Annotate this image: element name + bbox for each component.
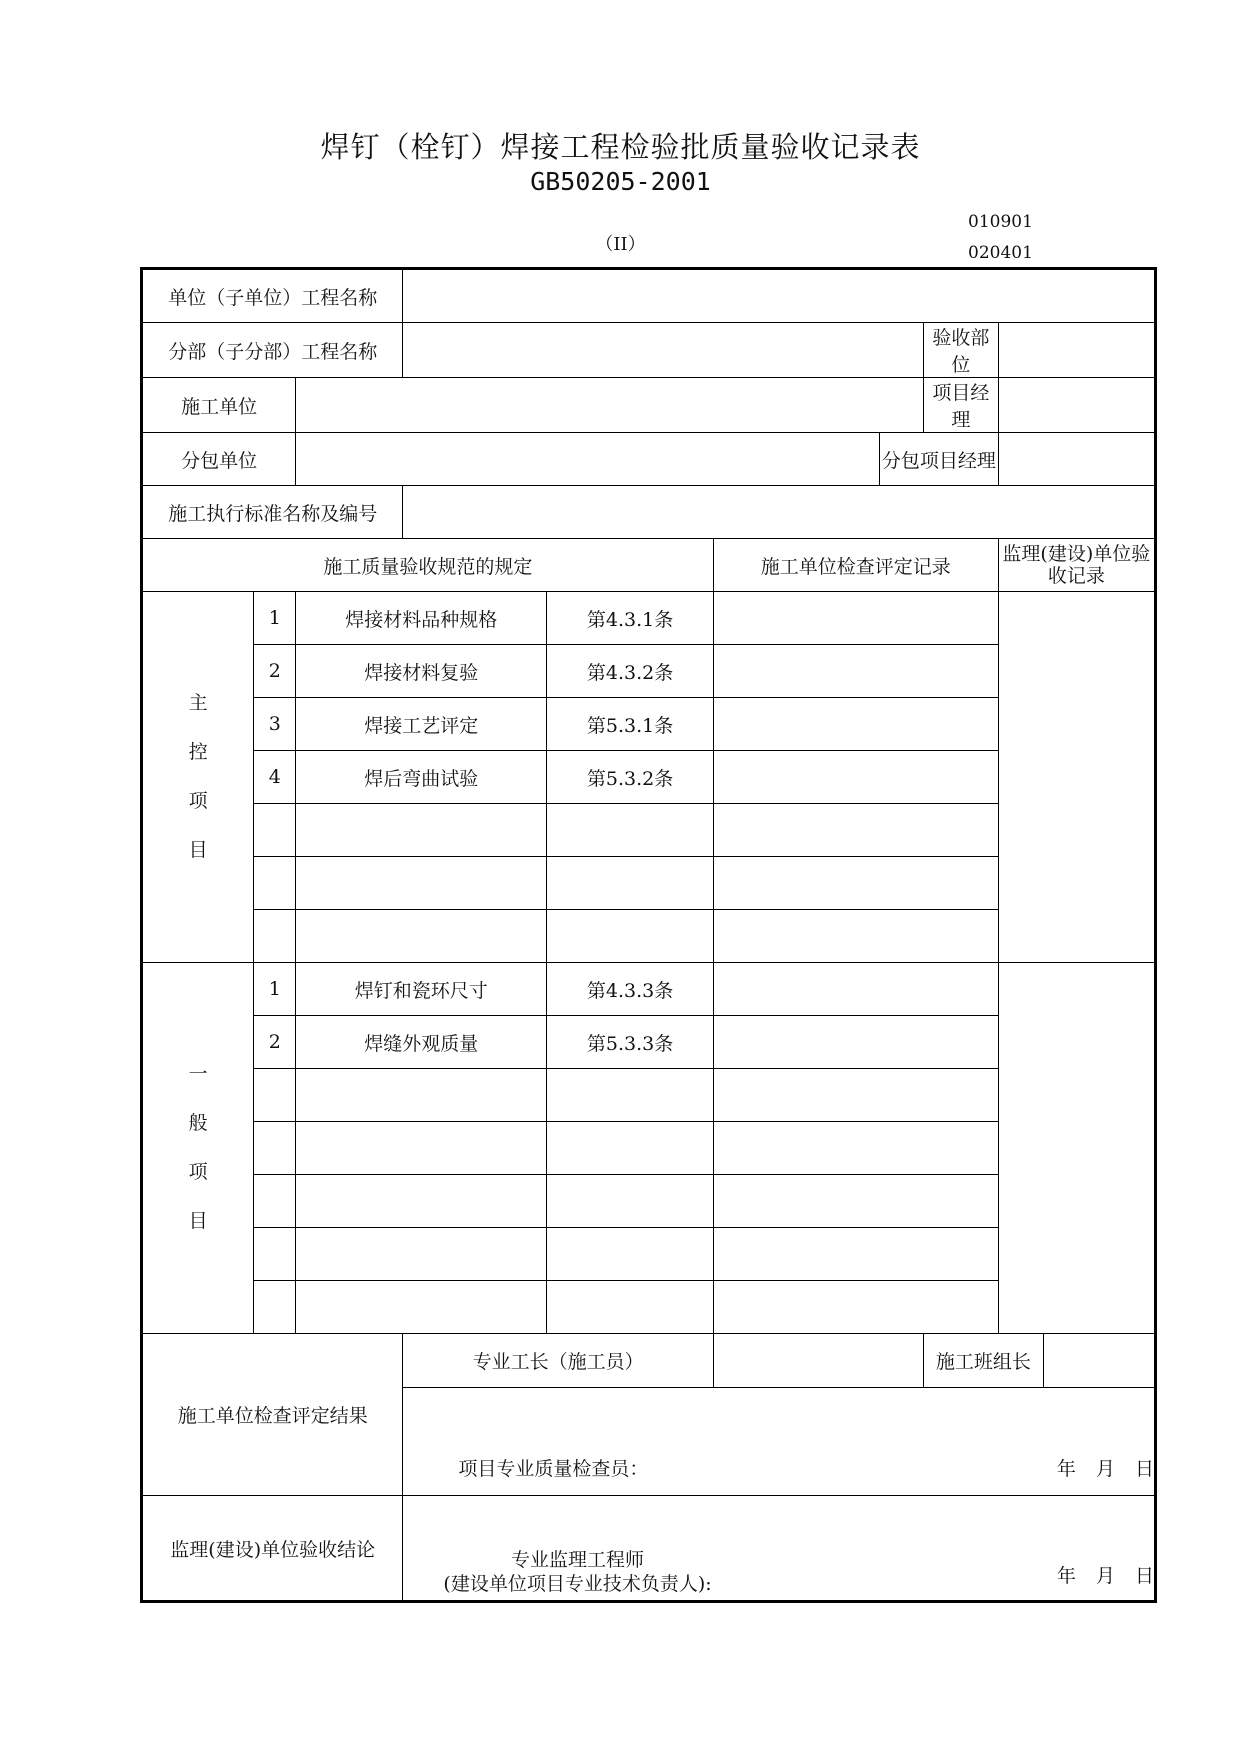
sub-project-manager-value[interactable] [998,433,1155,486]
conclusion-date-label: 年 月 日 [1056,1565,1154,1587]
item-number: 1 [254,592,296,645]
item-name: 焊缝外观质量 [296,1016,547,1069]
item-clause: 第4.3.1条 [547,592,713,645]
item-name[interactable] [296,1175,547,1228]
form-code-2: 020401 [968,243,1033,263]
record-cell[interactable] [713,857,998,910]
item-name: 焊后弯曲试验 [296,751,547,804]
item-number [254,1122,296,1175]
quality-inspector-label: 项目专业质量检查员： [458,1458,649,1480]
volume-label: （II） [595,234,646,255]
form-title: 焊钉（栓钉）焊接工程检验批质量验收记录表 [320,130,921,164]
table-row [142,963,1156,1016]
item-clause[interactable] [547,1281,713,1334]
record-cell[interactable] [713,910,998,963]
item-name[interactable] [296,1122,547,1175]
record-cell[interactable] [713,592,998,645]
foreman-label: 专业工长（施工员） [403,1334,713,1388]
item-clause[interactable] [547,1228,713,1281]
construction-result-label: 施工单位检查评定结果 [142,1334,403,1496]
item-clause[interactable] [547,910,713,963]
sub-project-label: 分部（子分部）工程名称 [142,323,403,378]
main-control-label: 主 控 项 目 [142,592,254,963]
item-number [254,910,296,963]
item-number [254,1175,296,1228]
item-name: 焊接材料复验 [296,645,547,698]
item-clause: 第5.3.1条 [547,698,713,751]
supervision-conclusion-label: 监理(建设)单位验收结论 [142,1496,403,1602]
item-name[interactable] [296,910,547,963]
item-name: 焊接材料品种规格 [296,592,547,645]
acceptance-part-value[interactable] [998,323,1155,378]
unit-project-label: 单位（子单位）工程名称 [142,269,403,323]
record-cell[interactable] [713,1016,998,1069]
record-cell[interactable] [713,1281,998,1334]
subcontractor-value[interactable] [296,433,880,486]
item-name[interactable] [296,1281,547,1334]
item-number: 4 [254,751,296,804]
table-row [142,592,1156,645]
item-number [254,1281,296,1334]
item-clause: 第4.3.2条 [547,645,713,698]
record-cell[interactable] [713,645,998,698]
construction-unit-value[interactable] [296,378,924,433]
spec-column-header: 施工质量验收规范的规定 [142,539,714,592]
general-supervision-cell[interactable] [998,963,1155,1334]
item-number [254,1228,296,1281]
subcontractor-label: 分包单位 [142,433,296,486]
item-number: 2 [254,1016,296,1069]
item-name: 焊接工艺评定 [296,698,547,751]
item-name[interactable] [296,804,547,857]
acceptance-part-label: 验收部位 [924,323,999,378]
record-cell[interactable] [713,698,998,751]
supervision-engineer-label: 专业监理工程师 (建设单位项目专业技术负责人): [443,1549,712,1595]
foreman-signature[interactable] [713,1334,923,1388]
sub-project-manager-label: 分包项目经理 [880,433,998,486]
form-code-1: 010901 [968,212,1033,232]
item-clause[interactable] [547,1175,713,1228]
standard-code: GB50205-2001 [530,167,711,196]
record-column-header: 施工单位检查评定记录 [713,539,998,592]
item-name[interactable] [296,1228,547,1281]
item-clause: 第5.3.3条 [547,1016,713,1069]
standard-label: 施工执行标准名称及编号 [142,486,403,539]
project-manager-value[interactable] [998,378,1155,433]
standard-value[interactable] [403,486,1156,539]
item-clause: 第5.3.2条 [547,751,713,804]
item-name[interactable] [296,857,547,910]
general-items-label: 一 般 项 目 [142,963,254,1334]
supervision-column-header: 监理(建设)单位验收记录 [998,539,1155,592]
main-control-supervision-cell[interactable] [998,592,1155,963]
team-leader-label: 施工班组长 [924,1334,1043,1388]
item-clause[interactable] [547,857,713,910]
item-number [254,804,296,857]
item-clause[interactable] [547,804,713,857]
team-leader-signature[interactable] [1043,1334,1155,1388]
record-cell[interactable] [713,751,998,804]
record-cell[interactable] [713,1069,998,1122]
item-clause[interactable] [547,1069,713,1122]
project-manager-label: 项目经理 [924,378,999,433]
item-number: 3 [254,698,296,751]
inspection-form-table [140,267,1157,1603]
item-number: 1 [254,963,296,1016]
item-number [254,1069,296,1122]
item-clause[interactable] [547,1122,713,1175]
record-cell[interactable] [713,1122,998,1175]
supervision-conclusion-area[interactable] [403,1496,1156,1602]
record-cell[interactable] [713,804,998,857]
item-name: 焊钉和瓷环尺寸 [296,963,547,1016]
item-name[interactable] [296,1069,547,1122]
unit-project-value[interactable] [403,269,1156,323]
item-number [254,857,296,910]
record-cell[interactable] [713,1175,998,1228]
record-cell[interactable] [713,963,998,1016]
result-date-label: 年 月 日 [1056,1458,1154,1480]
item-number: 2 [254,645,296,698]
sub-project-value[interactable] [403,323,924,378]
construction-result-area[interactable] [403,1388,1156,1496]
construction-unit-label: 施工单位 [142,378,296,433]
item-clause: 第4.3.3条 [547,963,713,1016]
record-cell[interactable] [713,1228,998,1281]
